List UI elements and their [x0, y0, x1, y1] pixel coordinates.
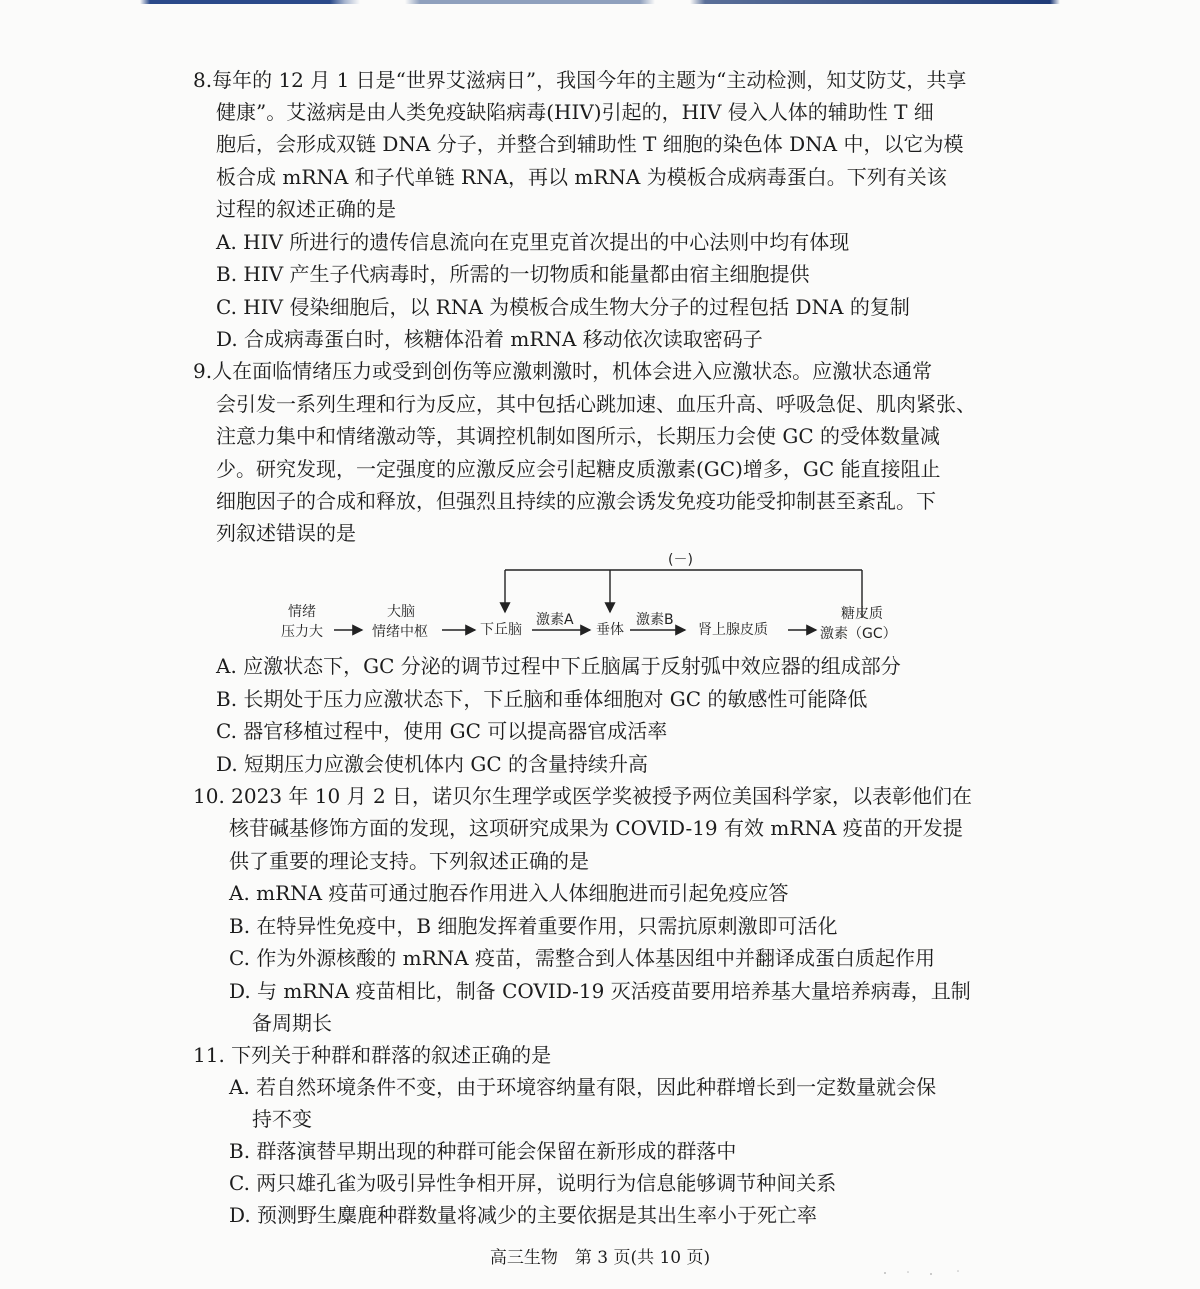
question-11-option-a-cont: 持不变 — [252, 1107, 312, 1131]
question-9-option-d: D. 短期压力应激会使机体内 GC 的含量持续升高 — [216, 752, 649, 776]
question-9-stem-line: 细胞因子的合成和释放，但强烈且持续的应激会诱发免疫功能受抑制甚至紊乱。下 — [216, 489, 936, 513]
question-10-stem-line: 10. 2023 年 10 月 2 日，诺贝尔生理学或医学奖被授予两位美国科学家，以表彰他们在 — [193, 784, 973, 808]
question-9-stem-line: 9.人在面临情绪压力或受到创伤等应激刺激时，机体会进入应激状态。应激状态通常 — [193, 359, 933, 383]
node-adrenal-cortex: 肾上腺皮质 — [698, 622, 768, 638]
feedback-negative-label: (－) — [668, 552, 693, 568]
question-9-stem-line: 少。研究发现，一定强度的应激反应会引起糖皮质激素(GC)增多，GC 能直接阻止 — [216, 457, 941, 481]
page-footer: 高三生物 第 3 页(共 10 页) — [489, 1248, 711, 1268]
question-9-option-a: A. 应激状态下，GC 分泌的调节过程中下丘脑属于反射弧中效应器的组成部分 — [216, 654, 901, 678]
question-10-option-d: D. 与 mRNA 疫苗相比，制备 COVID-19 灭活疫苗要用培养基大量培养病毒，且制 — [229, 979, 971, 1003]
question-9-stem-line: 注意力集中和情绪激动等，其调控机制如图所示，长期压力会使 GC 的受体数量减 — [216, 424, 940, 448]
question-8-stem-line: 胞后，会形成双链 DNA 分子，并整合到辅助性 T 细胞的染色体 DNA 中，以它为模 — [216, 132, 964, 156]
question-10-option-c: C. 作为外源核酸的 mRNA 疫苗，需整合到人体基因组中并翻译成蛋白质起作用 — [229, 946, 935, 970]
question-8-stem-line: 8.每年的 12 月 1 日是“世界艾滋病日”，我国今年的主题为“主动检测，知艾防艾，共享 — [193, 68, 967, 92]
question-8-stem-line: 过程的叙述正确的是 — [216, 197, 396, 221]
question-8-option-c: C. HIV 侵染细胞后，以 RNA 为模板合成生物大分子的过程包括 DNA 的复制 — [216, 295, 910, 319]
node-brain-emotion-center: 情绪中枢 — [372, 624, 428, 640]
question-11-option-c: C. 两只雄孔雀为吸引异性争相开屏，说明行为信息能够调节种间关系 — [229, 1171, 837, 1195]
question-8-option-b: B. HIV 产生子代病毒时，所需的一切物质和能量都由宿主细胞提供 — [216, 262, 810, 286]
question-9-option-b: B. 长期处于压力应激状态下，下丘脑和垂体细胞对 GC 的敏感性可能降低 — [216, 687, 868, 711]
question-11-option-b: B. 群落演替早期出现的种群可能会保留在新形成的群落中 — [229, 1139, 737, 1163]
node-glucocorticoid: 糖皮质 — [841, 606, 883, 622]
hormone-b-label: 激素B — [636, 612, 674, 628]
node-glucocorticoid: 激素（GC） — [820, 626, 897, 642]
hpa-axis-diagram — [270, 552, 910, 652]
node-pituitary: 垂体 — [596, 622, 624, 638]
node-emotional-stress: 情绪 — [288, 604, 316, 620]
question-11-stem-line: 11. 下列关于种群和群落的叙述正确的是 — [193, 1043, 552, 1067]
question-8-option-d: D. 合成病毒蛋白时，核糖体沿着 mRNA 移动依次读取密码子 — [216, 327, 763, 351]
question-8-stem-line: 健康”。艾滋病是由人类免疫缺陷病毒(HIV)引起的，HIV 侵入人体的辅助性 T 细 — [216, 100, 934, 124]
question-10-option-a: A. mRNA 疫苗可通过胞吞作用进入人体细胞进而引起免疫应答 — [229, 881, 789, 905]
node-emotional-stress: 压力大 — [281, 624, 323, 640]
node-hypothalamus: 下丘脑 — [480, 622, 522, 638]
node-brain-emotion-center: 大脑 — [387, 604, 415, 620]
question-10-stem-line: 供了重要的理论支持。下列叙述正确的是 — [229, 849, 589, 873]
question-10-stem-line: 核苷碱基修饰方面的发现，这项研究成果为 COVID-19 有效 mRNA 疫苗的开发提 — [229, 816, 963, 840]
question-10-option-b: B. 在特异性免疫中，B 细胞发挥着重要作用，只需抗原刺激即可活化 — [229, 914, 838, 938]
scan-top-edge — [0, 0, 1200, 4]
question-9-option-c: C. 器官移植过程中，使用 GC 可以提高器官成活率 — [216, 719, 668, 743]
question-9-stem-line: 列叙述错误的是 — [216, 521, 356, 545]
hormone-a-label: 激素A — [536, 612, 574, 628]
question-9-stem-line: 会引发一系列生理和行为反应，其中包括心跳加速、血压升高、呼吸急促、肌肉紧张、 — [216, 392, 976, 416]
question-8-option-a: A. HIV 所进行的遗传信息流向在克里克首次提出的中心法则中均有体现 — [216, 230, 850, 254]
question-8-stem-line: 板合成 mRNA 和子代单链 RNA，再以 mRNA 为模板合成病毒蛋白。下列有关该 — [216, 165, 947, 189]
question-10-option-d-cont: 备周期长 — [252, 1011, 332, 1035]
question-11-option-a: A. 若自然环境条件不变，由于环境容纳量有限，因此种群增长到一定数量就会保 — [229, 1075, 937, 1099]
question-11-option-d: D. 预测野生麋鹿种群数量将减少的主要依据是其出生率小于死亡率 — [229, 1203, 818, 1227]
scan-noise — [880, 1268, 970, 1278]
